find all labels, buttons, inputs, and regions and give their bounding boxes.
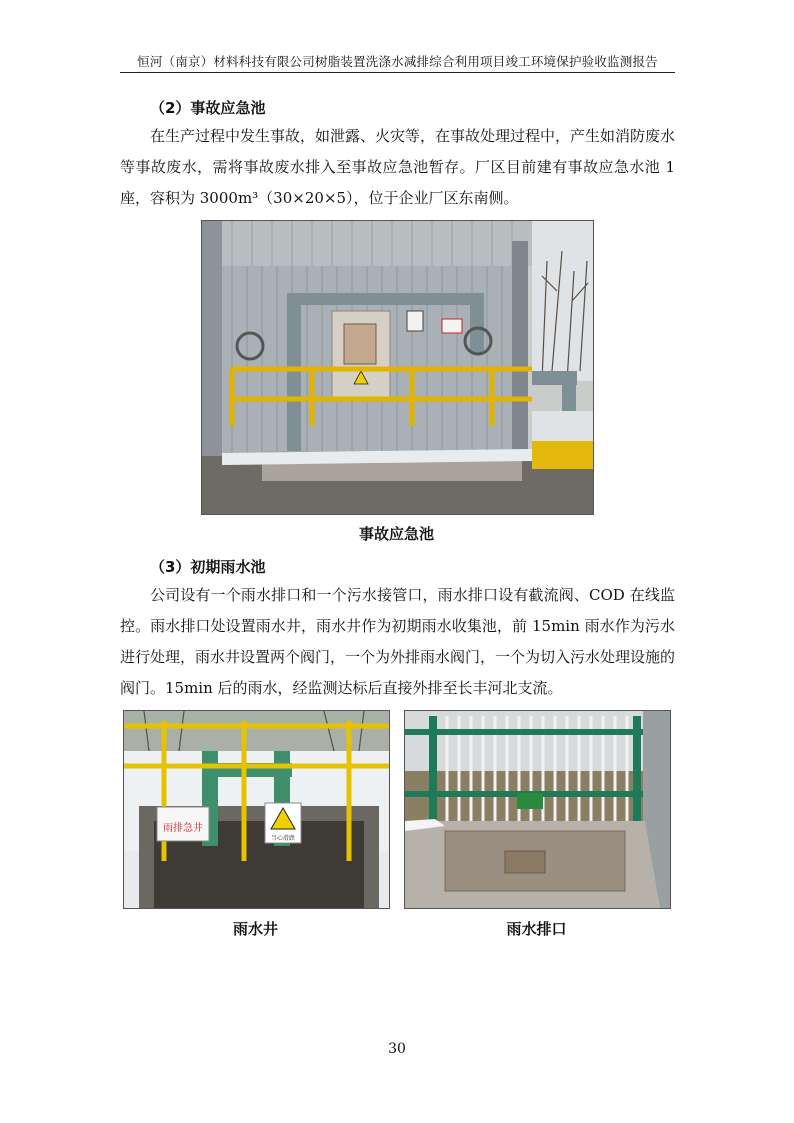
caption-rain-outlet: 雨水排口 (506, 920, 567, 938)
section-heading-initial-rain-pool: （3）初期雨水池 (150, 558, 266, 576)
header-rule (120, 72, 675, 73)
photo-emergency-pool (201, 220, 594, 515)
sign-caution-text: 当心滑跌 (270, 835, 296, 842)
sign-rain-well-text: 雨排急井 (163, 823, 203, 834)
paragraph-text: 在生产过程中发生事故，如泄露、火灾等，在事故处理过程中，产生如消防废水等事故废水，需将事故废水排入至事故应急池暂存。厂区目前建有事故应急水池 1 座，容积为 3000m³（30×20×5），位于企业厂区东南侧。 (120, 127, 676, 207)
section-heading-emergency-pool: （2）事故应急池 (150, 99, 266, 117)
photo-rain-outlet (404, 710, 671, 909)
paragraph-text: 公司设有一个雨水排口和一个污水接管口，雨水排口设有截流阀、COD 在线监控。雨水排口处设置雨水井，雨水井作为初期雨水收集池，前 15min 雨水作为污水进行处理，雨水井设置两个阀门，一个为外排雨水阀门，一个为切入污水处理设施的阀门。15min 后的雨水，经监测达标后直接外排至长丰河北支流。 (120, 586, 676, 697)
paragraph-emergency-pool (120, 121, 675, 214)
caption-rain-well: 雨水井 (232, 920, 278, 938)
paragraph-initial-rain-pool (120, 580, 675, 704)
page-number: 30 (388, 1041, 406, 1057)
page-header: 恒河（南京）材料科技有限公司树脂装置洗涤水减排综合利用项目竣工环境保护验收监测报告 (137, 54, 658, 69)
caption-emergency-pool: 事故应急池 (358, 525, 434, 543)
photo-rain-well (123, 710, 390, 909)
